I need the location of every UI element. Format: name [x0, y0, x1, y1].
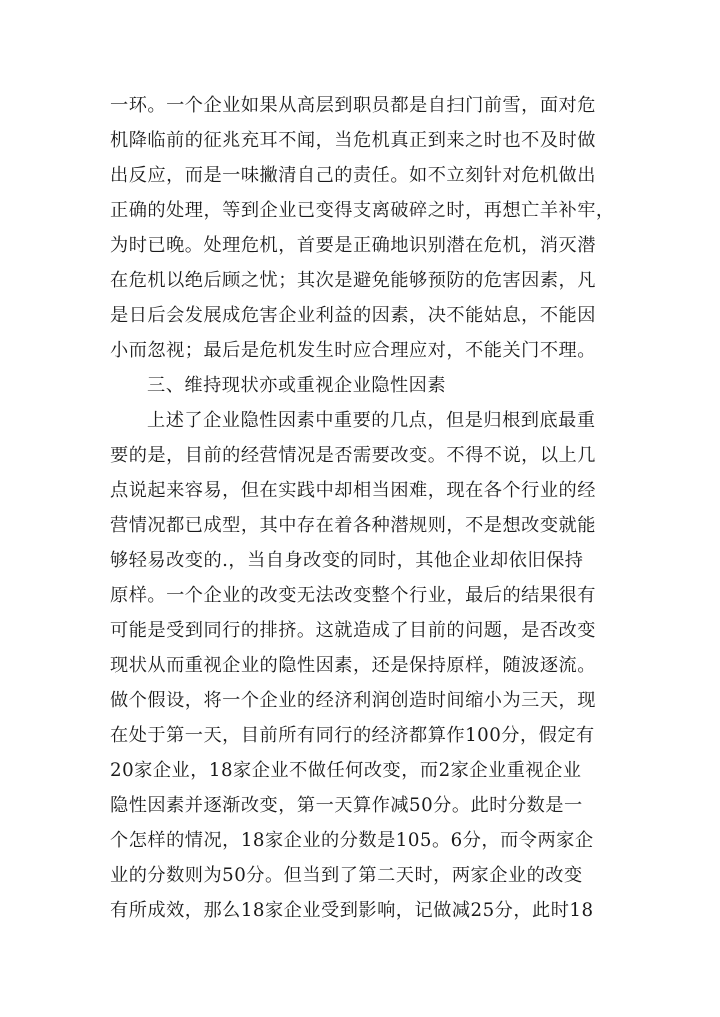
text-line: 可能是受到同行的排挤。这就造成了目前的问题，是否改变 [110, 620, 596, 641]
text-line: 个怎样的情况，18家企业的分数是105。6分，而令两家企 [110, 830, 594, 851]
text-line: 有所成效，那么18家企业受到影响，记做减25分，此时18 [110, 900, 594, 921]
text-line: 业的分数则为50分。但当到了第二天时，两家企业的改变 [110, 865, 583, 886]
text-line: 机降临前的征兆充耳不闻，当危机真正到来之时也不及时做 [110, 130, 596, 151]
text-line: 20家企业，18家企业不做任何改变，而2家企业重视企业 [110, 760, 582, 781]
text-line: 出反应，而是一味撇清自己的责任。如不立刻针对危机做出 [110, 165, 596, 186]
text-line: 一环。一个企业如果从高层到职员都是自扫门前雪，面对危 [110, 95, 596, 116]
text-line: 现状从而重视企业的隐性因素，还是保持原样，随波逐流。 [110, 655, 596, 676]
paragraph-start-line: 上述了企业隐性因素中重要的几点，但是归根到底最重 [147, 410, 596, 431]
section-heading: 三、维持现状亦或重视企业隐性因素 [147, 375, 447, 396]
text-line: 是日后会发展成危害企业利益的因素，决不能姑息，不能因 [110, 305, 596, 326]
text-line: 点说起来容易，但在实践中却相当困难，现在各个行业的经 [110, 480, 596, 501]
text-line: 正确的处理，等到企业已变得支离破碎之时，再想亡羊补牢， [110, 200, 615, 221]
text-line: 小而忽视；最后是危机发生时应合理应对，不能关门不理。 [110, 340, 596, 361]
text-line: 为时已晚。处理危机，首要是正确地识别潜在危机，消灭潜 [110, 235, 596, 256]
text-line: 营情况都已成型，其中存在着各种潜规则，不是想改变就能 [110, 515, 596, 536]
text-line: 在处于第一天，目前所有同行的经济都算作100分，假定有 [110, 725, 595, 746]
body-text [110, 88, 615, 928]
text-line: 做个假设，将一个企业的经济利润创造时间缩小为三天，现 [110, 690, 596, 711]
text-line: 隐性因素并逐渐改变，第一天算作减50分。此时分数是一 [110, 795, 583, 816]
text-line: 要的是，目前的经营情况是否需要改变。不得不说，以上几 [110, 445, 596, 466]
text-line: 在危机以绝后顾之忧；其次是避免能够预防的危害因素，凡 [110, 270, 596, 291]
text-line: 够轻易改变的.，当自身改变的同时，其他企业却依旧保持 [110, 550, 584, 571]
text-line: 原样。一个企业的改变无法改变整个行业，最后的结果很有 [110, 585, 596, 606]
